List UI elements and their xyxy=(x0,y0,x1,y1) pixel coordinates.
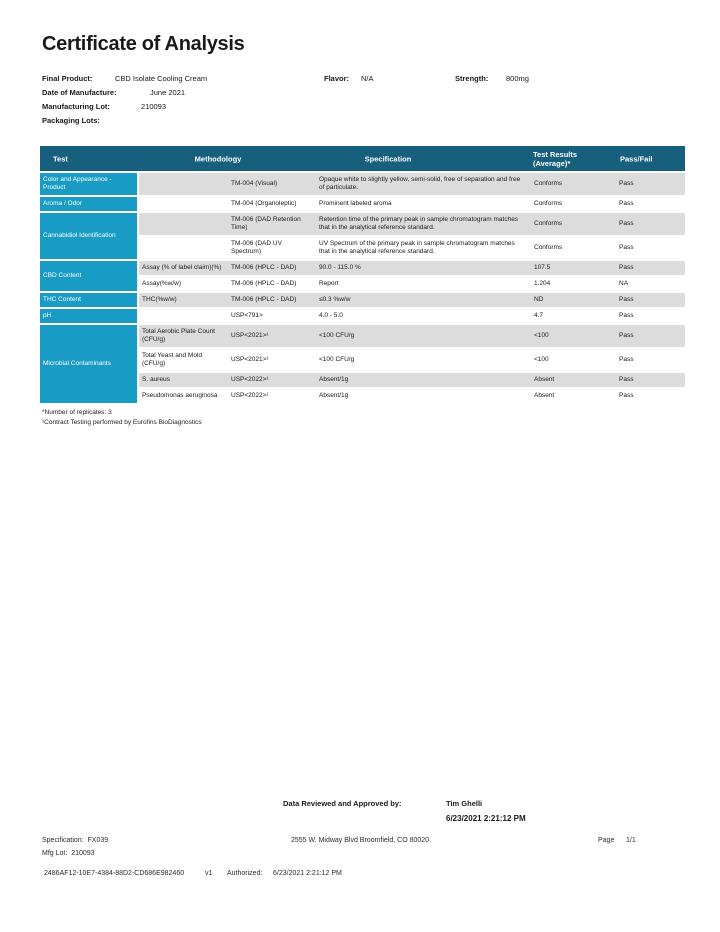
flavor-label: Flavor: xyxy=(324,74,350,83)
methodology-cell: TM-006 (HPLC - DAD) xyxy=(228,261,316,275)
table-row xyxy=(40,197,685,211)
test-group-cell: Aroma / Odor xyxy=(40,197,139,211)
result-cell: 4.7 xyxy=(531,309,616,323)
footnote-contract-testing: ¹Contract Testing performed by Eurofins BioDiagnostics xyxy=(42,419,202,426)
specification-cell: <100 CFU/g xyxy=(316,349,531,371)
specification-cell: Report xyxy=(316,277,531,291)
specification-cell: Absent/1g xyxy=(316,373,531,387)
final-product-value: CBD Isolate Cooling Cream xyxy=(115,74,208,83)
methodology-cell: TM-004 (Visual) xyxy=(228,173,316,195)
passfail-cell: Pass xyxy=(616,373,685,387)
authorized-datetime: 6/23/2021 2:21:12 PM xyxy=(273,870,342,877)
specification-cell: Retention time of the primary peak in sample chromatogram matches that in the analytical reference standard. xyxy=(316,213,531,235)
flavor-value: N/A xyxy=(361,74,374,83)
specification-cell: Prominent labeled aroma xyxy=(316,197,531,211)
table-row xyxy=(40,309,685,323)
approval-label: Data Reviewed and Approved by: xyxy=(283,799,402,808)
footer-mfg-lot xyxy=(42,850,95,857)
passfail-cell: Pass xyxy=(616,309,685,323)
methodology-cell: TM-004 (Organoleptic) xyxy=(228,197,316,211)
document-version: v1 xyxy=(205,870,213,877)
footer-specification-value: FX039 xyxy=(87,837,109,844)
result-cell: 107.5 xyxy=(531,261,616,275)
packaging-lots-label: Packaging Lots: xyxy=(42,116,100,125)
sub-test-cell: THC(%w/w) xyxy=(139,293,228,307)
header-specification: Specification xyxy=(364,154,412,163)
result-cell: 1.204 xyxy=(531,277,616,291)
table-row xyxy=(40,213,685,235)
sub-test-cell xyxy=(139,237,228,259)
methodology-cell: USP<2022>¹ xyxy=(228,389,316,403)
table-row xyxy=(40,325,685,347)
specification-cell: UV Spectrum of the primary peak in sample chromatogram matches that in the analytical reference standard. xyxy=(316,237,531,259)
methodology-cell: USP<791> xyxy=(228,309,316,323)
result-cell: Absent xyxy=(531,389,616,403)
passfail-cell: Pass xyxy=(616,349,685,371)
result-cell: <100 xyxy=(531,349,616,371)
table-row xyxy=(40,173,685,195)
header-test-results-line1: Test Results xyxy=(533,149,578,159)
passfail-cell: Pass xyxy=(616,213,685,235)
test-group-cell: pH xyxy=(40,309,139,323)
specification-cell: Absent/1g xyxy=(316,389,531,403)
result-cell: Conforms xyxy=(531,213,616,235)
test-group-cell: CBD Content xyxy=(40,261,139,291)
date-of-manufacture-label: Date of Manufacture: xyxy=(42,88,117,97)
sub-test-cell xyxy=(139,213,228,235)
methodology-cell: TM-006 (DAD Retention Time) xyxy=(228,213,316,235)
specification-cell: 4.0 - 5.0 xyxy=(316,309,531,323)
footer-mfg-lot-value: 210093 xyxy=(71,850,95,857)
footer-page-label: Page xyxy=(598,837,615,844)
header-methodology: Methodology xyxy=(194,154,242,163)
manufacturing-lot-label: Manufacturing Lot: xyxy=(42,102,110,111)
result-cell: <100 xyxy=(531,325,616,347)
footer-mfg-lot-label: Mfg Lot: xyxy=(42,850,68,857)
final-product-label: Final Product: xyxy=(42,74,93,83)
methodology-cell: USP<2021>¹ xyxy=(228,325,316,347)
sub-test-cell xyxy=(139,173,228,195)
certificate-title: Certificate of Analysis xyxy=(42,33,245,55)
test-group-cell: Color and Appearance - Product xyxy=(40,173,139,195)
footer-page-value: 1/1 xyxy=(626,837,636,844)
sub-test-cell: Pseudomonas aeruginosa xyxy=(139,389,228,403)
header-test: Test xyxy=(53,154,68,163)
passfail-cell: Pass xyxy=(616,325,685,347)
methodology-cell: TM-006 (HPLC - DAD) xyxy=(228,277,316,291)
footer-address: 2555 W. Midway Blvd Broomfield, CO 80020 xyxy=(290,837,430,844)
footnote-replicates: *Number of replicates: 3 xyxy=(42,409,112,416)
result-cell: Conforms xyxy=(531,173,616,195)
strength-value: 800mg xyxy=(506,74,529,83)
methodology-cell: TM-006 (HPLC - DAD) xyxy=(228,293,316,307)
strength-label: Strength: xyxy=(455,74,489,83)
result-cell: Absent xyxy=(531,373,616,387)
table-row xyxy=(40,261,685,275)
methodology-cell: USP<2021>¹ xyxy=(228,349,316,371)
date-of-manufacture-value: June 2021 xyxy=(150,88,186,97)
header-test-results-line2: (Average)* xyxy=(533,158,571,168)
specification-cell: <100 CFU/g xyxy=(316,325,531,347)
passfail-cell: Pass xyxy=(616,173,685,195)
sub-test-cell xyxy=(139,197,228,211)
footer-specification-label: Specification: xyxy=(42,837,84,844)
passfail-cell: Pass xyxy=(616,293,685,307)
result-cell: Conforms xyxy=(531,237,616,259)
passfail-cell: Pass xyxy=(616,389,685,403)
passfail-cell: Pass xyxy=(616,197,685,211)
table-header-bar xyxy=(40,146,685,171)
result-cell: ND xyxy=(531,293,616,307)
test-group-cell: Microbial Contaminants xyxy=(40,325,139,403)
sub-test-cell: Total Yeast and Mold (CFU/g) xyxy=(139,349,228,371)
specification-cell: ≤0.3 %w/w xyxy=(316,293,531,307)
sub-test-cell: S. aureus xyxy=(139,373,228,387)
header-passfail: Pass/Fail xyxy=(620,154,653,163)
header-test-results xyxy=(533,150,613,168)
test-group-cell: THC Content xyxy=(40,293,139,307)
passfail-cell: Pass xyxy=(616,237,685,259)
result-cell: Conforms xyxy=(531,197,616,211)
methodology-cell: USP<2022>¹ xyxy=(228,373,316,387)
sub-test-cell xyxy=(139,309,228,323)
authorized-label: Authorized: xyxy=(227,870,263,877)
table-row xyxy=(40,293,685,307)
passfail-cell: Pass xyxy=(616,261,685,275)
sub-test-cell: Assay(%w/w) xyxy=(139,277,228,291)
sub-test-cell: Assay (% of label claim)(%) xyxy=(139,261,228,275)
passfail-cell: NA xyxy=(616,277,685,291)
sub-test-cell: Total Aerobic Plate Count (CFU/g) xyxy=(139,325,228,347)
results-table xyxy=(40,171,685,405)
document-id: 2486AF12-10E7-4384-88D2-CD686E982460 xyxy=(44,870,185,877)
specification-cell: 90.0 - 115.0 % xyxy=(316,261,531,275)
results-table-section xyxy=(40,146,685,428)
methodology-cell: TM-006 (DAD UV Spectrum) xyxy=(228,237,316,259)
manufacturing-lot-value: 210093 xyxy=(141,102,167,111)
approver-name: Tim Ghelli xyxy=(446,799,483,808)
test-group-cell: Cannabidiol Identification xyxy=(40,213,139,259)
approval-datetime: 6/23/2021 2:21:12 PM xyxy=(446,814,526,823)
specification-cell: Opaque white to slightly yellow, semi-solid, free of separation and free of particulate. xyxy=(316,173,531,195)
